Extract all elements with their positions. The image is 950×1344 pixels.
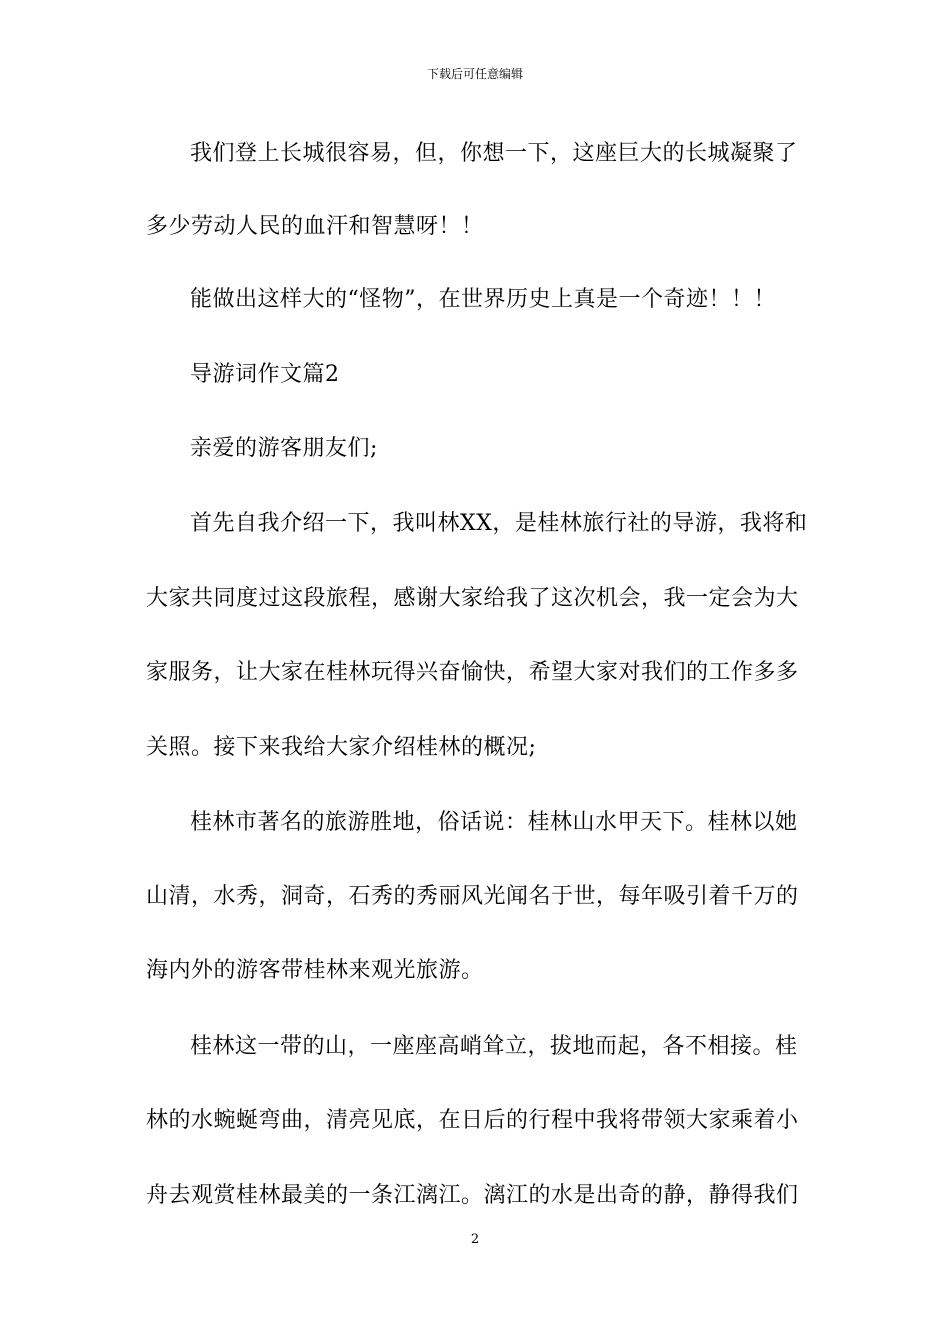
text-line: 首先自我介绍一下，我叫林XX，是桂林旅行社的导游，我将和	[190, 511, 808, 536]
section-heading: 导游词作文篇2	[190, 362, 340, 387]
text-line: 桂林这一带的山，一座座高峭耸立，拔地而起，各不相接。桂	[190, 1034, 798, 1059]
text-line: 关照。接下来我给大家介绍桂林的概况;	[146, 735, 537, 760]
text-line: 大家共同度过这段旅程，感谢大家给我了这次机会，我一定会为大	[146, 586, 799, 611]
text-line: 舟去观赏桂林最美的一条江漓江。漓江的水是出奇的静，静得我们	[146, 1183, 799, 1208]
page-header: 下载后可任意编辑	[426, 67, 523, 81]
text-line: 我们登上长城很容易，但，你想一下，这座巨大的长城凝聚了	[190, 141, 798, 166]
text-line: 海内外的游客带桂林来观光旅游。	[146, 958, 484, 983]
text-line: 能做出这样大的“怪物”，在世界历史上真是一个奇迹！！！	[190, 287, 776, 312]
text-line: 多少劳动人民的血汗和智慧呀！！	[146, 214, 484, 239]
page-number: 2	[470, 1232, 480, 1247]
text-line: 山清，水秀，洞奇，石秀的秀丽风光闻名于世，每年吸引着千万的	[146, 884, 799, 909]
text-line: 林的水蜿蜒弯曲，清亮见底，在日后的行程中我将带领大家乘着小	[146, 1108, 799, 1133]
text-line: 桂林市著名的旅游胜地，俗话说：桂林山水甲天下。桂林以她	[190, 810, 798, 835]
text-line: 亲爱的游客朋友们;	[190, 436, 378, 461]
text-line: 家服务，让大家在桂林玩得兴奋愉快，希望大家对我们的工作多多	[146, 660, 799, 685]
